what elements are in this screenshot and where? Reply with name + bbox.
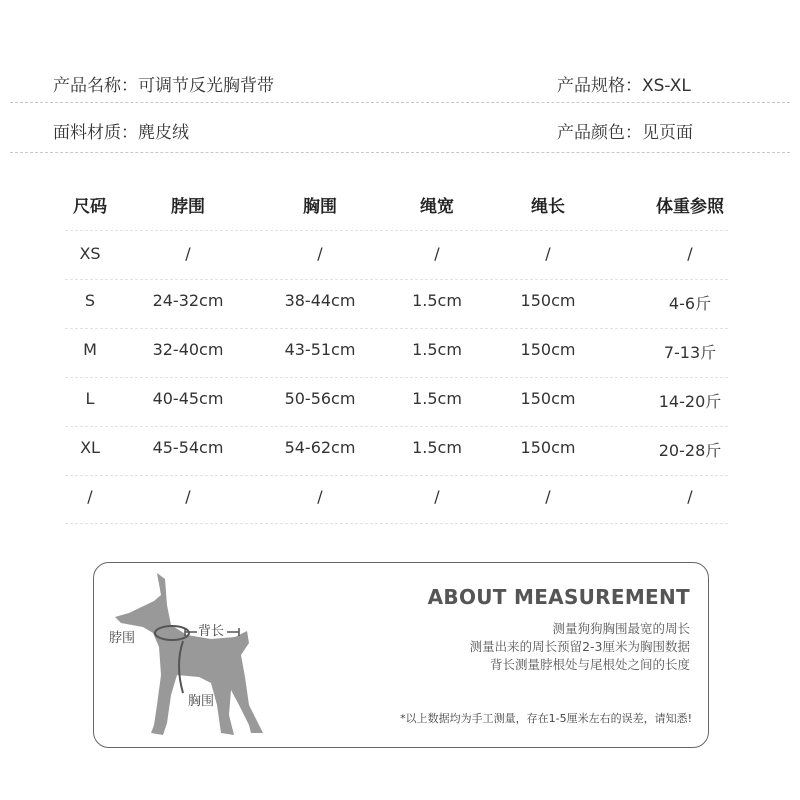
- measurement-line: 测量出来的周长预留2-3厘米为胸围数据: [469, 639, 690, 654]
- measurement-title: ABOUT MEASUREMENT: [427, 585, 690, 609]
- table-cell: 150cm: [520, 340, 576, 359]
- table-cell: /: [87, 487, 93, 506]
- row-divider: [65, 426, 728, 427]
- table-cell: L: [85, 389, 95, 408]
- row-divider: [65, 230, 728, 231]
- dog-silhouette-icon: [99, 565, 299, 745]
- table-cell: /: [185, 487, 191, 506]
- table-cell: 1.5cm: [412, 438, 462, 457]
- column-header: 脖围: [171, 197, 205, 217]
- table-cell: 50-56cm: [284, 389, 356, 408]
- table-cell: 38-44cm: [284, 291, 356, 310]
- table-cell: 14-20斤: [658, 392, 722, 411]
- table-cell: /: [317, 487, 323, 506]
- table-cell: 54-62cm: [284, 438, 356, 457]
- table-cell: 32-40cm: [152, 340, 224, 359]
- table-cell: 150cm: [520, 389, 576, 408]
- row-divider: [65, 279, 728, 280]
- table-cell: 20-28斤: [658, 441, 722, 460]
- table-cell: /: [434, 244, 440, 263]
- table-cell: 24-32cm: [152, 291, 224, 310]
- row-divider: [65, 377, 728, 378]
- divider: [10, 152, 790, 153]
- product-color: 产品颜色：见页面: [557, 123, 693, 143]
- table-cell: /: [185, 244, 191, 263]
- table-cell: /: [317, 244, 323, 263]
- table-cell: 1.5cm: [412, 389, 462, 408]
- table-cell: 1.5cm: [412, 340, 462, 359]
- table-cell: /: [545, 487, 551, 506]
- table-cell: 43-51cm: [284, 340, 356, 359]
- table-cell: /: [545, 244, 551, 263]
- product-name: 产品名称：可调节反光胸背带: [53, 76, 274, 96]
- table-cell: S: [84, 291, 96, 310]
- column-header: 绳宽: [420, 197, 454, 217]
- table-cell: /: [687, 244, 693, 263]
- column-header: 尺码: [73, 197, 107, 217]
- measurement-panel: [93, 562, 709, 748]
- product-material: 面料材质：麂皮绒: [53, 123, 189, 143]
- table-cell: M: [83, 340, 97, 359]
- table-cell: 7-13斤: [663, 343, 717, 362]
- table-cell: 150cm: [520, 291, 576, 310]
- measurement-note: *以上数据均为手工测量，存在1-5厘米左右的误差，请知悉!: [400, 712, 692, 725]
- table-cell: 150cm: [520, 438, 576, 457]
- table-cell: /: [687, 487, 693, 506]
- row-divider: [65, 523, 728, 524]
- row-divider: [65, 475, 728, 476]
- measurement-line: 测量狗狗胸围最宽的周长: [552, 621, 690, 636]
- row-divider: [65, 328, 728, 329]
- table-cell: 40-45cm: [152, 389, 224, 408]
- table-cell: XS: [79, 244, 101, 263]
- product-spec: 产品规格：XS-XL: [557, 76, 691, 96]
- divider: [10, 102, 790, 103]
- table-cell: XL: [80, 438, 100, 457]
- neck-label: 脖围: [109, 631, 136, 646]
- table-cell: 4-6斤: [668, 294, 712, 313]
- chest-label: 胸围: [188, 694, 215, 709]
- measurement-line: 背长测量脖根处与尾根处之间的长度: [489, 657, 690, 672]
- table-cell: 45-54cm: [152, 438, 224, 457]
- table-cell: /: [434, 487, 440, 506]
- back-length-label: 背长: [198, 624, 225, 639]
- column-header: 绳长: [531, 197, 565, 217]
- table-cell: 1.5cm: [412, 291, 462, 310]
- column-header: 体重参照: [656, 197, 724, 217]
- column-header: 胸围: [303, 197, 337, 217]
